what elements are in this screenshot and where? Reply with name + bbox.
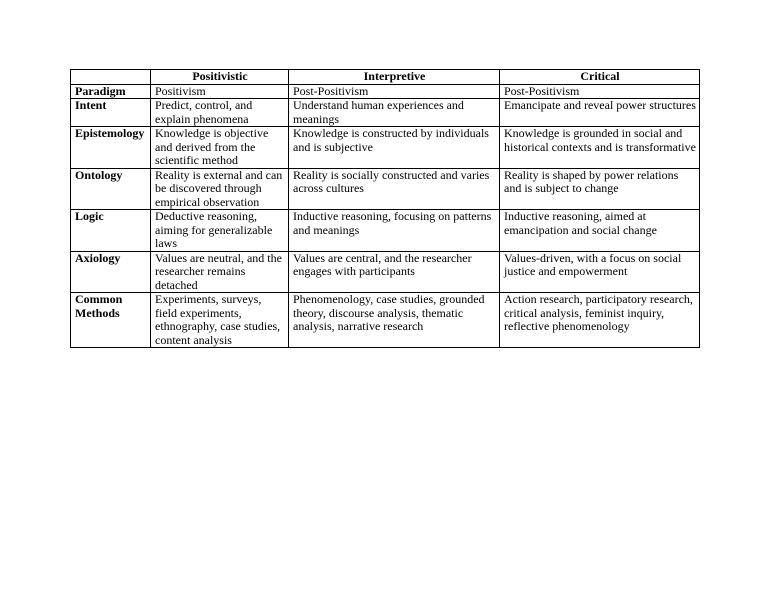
table-row bbox=[71, 168, 700, 210]
table-cell: Phenomenology, case studies, grounded theory, discourse analysis, thematic analysis, narrative research bbox=[289, 293, 500, 348]
table-cell: Action research, participatory research, critical analysis, feminist inquiry, reflective phenomenology bbox=[500, 293, 700, 348]
table-row bbox=[71, 251, 700, 293]
row-label: Paradigm bbox=[71, 84, 151, 99]
table-row bbox=[71, 210, 700, 252]
header-cell-empty bbox=[71, 70, 151, 85]
table-row bbox=[71, 293, 700, 348]
table-cell: Reality is external and can be discovered through empirical observation bbox=[151, 168, 289, 210]
header-cell-interpretive: Interpretive bbox=[289, 70, 500, 85]
table-cell: Values are neutral, and the researcher remains detached bbox=[151, 251, 289, 293]
row-label: Common Methods bbox=[71, 293, 151, 348]
header-cell-critical: Critical bbox=[500, 70, 700, 85]
table-cell: Experiments, surveys, field experiments, ethnography, case studies, content analysis bbox=[151, 293, 289, 348]
row-label: Epistemology bbox=[71, 127, 151, 169]
table-cell: Positivism bbox=[151, 84, 289, 99]
table-cell: Values are central, and the researcher engages with participants bbox=[289, 251, 500, 293]
table-cell: Post-Positivism bbox=[289, 84, 500, 99]
row-label: Axiology bbox=[71, 251, 151, 293]
table-row bbox=[71, 127, 700, 169]
table-body bbox=[71, 84, 700, 348]
table-cell: Knowledge is objective and derived from the scientific method bbox=[151, 127, 289, 169]
row-label: Intent bbox=[71, 99, 151, 127]
table-cell: Post-Positivism bbox=[500, 84, 700, 99]
table-cell: Values-driven, with a focus on social justice and empowerment bbox=[500, 251, 700, 293]
table-cell: Inductive reasoning, aimed at emancipation and social change bbox=[500, 210, 700, 252]
paradigm-comparison-table bbox=[70, 69, 700, 348]
table-cell: Predict, control, and explain phenomena bbox=[151, 99, 289, 127]
row-label: Logic bbox=[71, 210, 151, 252]
table-cell: Knowledge is constructed by individuals and is subjective bbox=[289, 127, 500, 169]
table-cell: Inductive reasoning, focusing on patterns and meanings bbox=[289, 210, 500, 252]
table-cell: Reality is socially constructed and varies across cultures bbox=[289, 168, 500, 210]
table-cell: Emancipate and reveal power structures bbox=[500, 99, 700, 127]
table-row bbox=[71, 84, 700, 99]
table-cell: Knowledge is grounded in social and historical contexts and is transformative bbox=[500, 127, 700, 169]
table-header bbox=[71, 70, 700, 85]
table-cell: Reality is shaped by power relations and is subject to change bbox=[500, 168, 700, 210]
table-cell: Understand human experiences and meanings bbox=[289, 99, 500, 127]
header-cell-positivistic: Positivistic bbox=[151, 70, 289, 85]
row-label: Ontology bbox=[71, 168, 151, 210]
header-row bbox=[71, 70, 700, 85]
table-cell: Deductive reasoning, aiming for generalizable laws bbox=[151, 210, 289, 252]
table-row bbox=[71, 99, 700, 127]
